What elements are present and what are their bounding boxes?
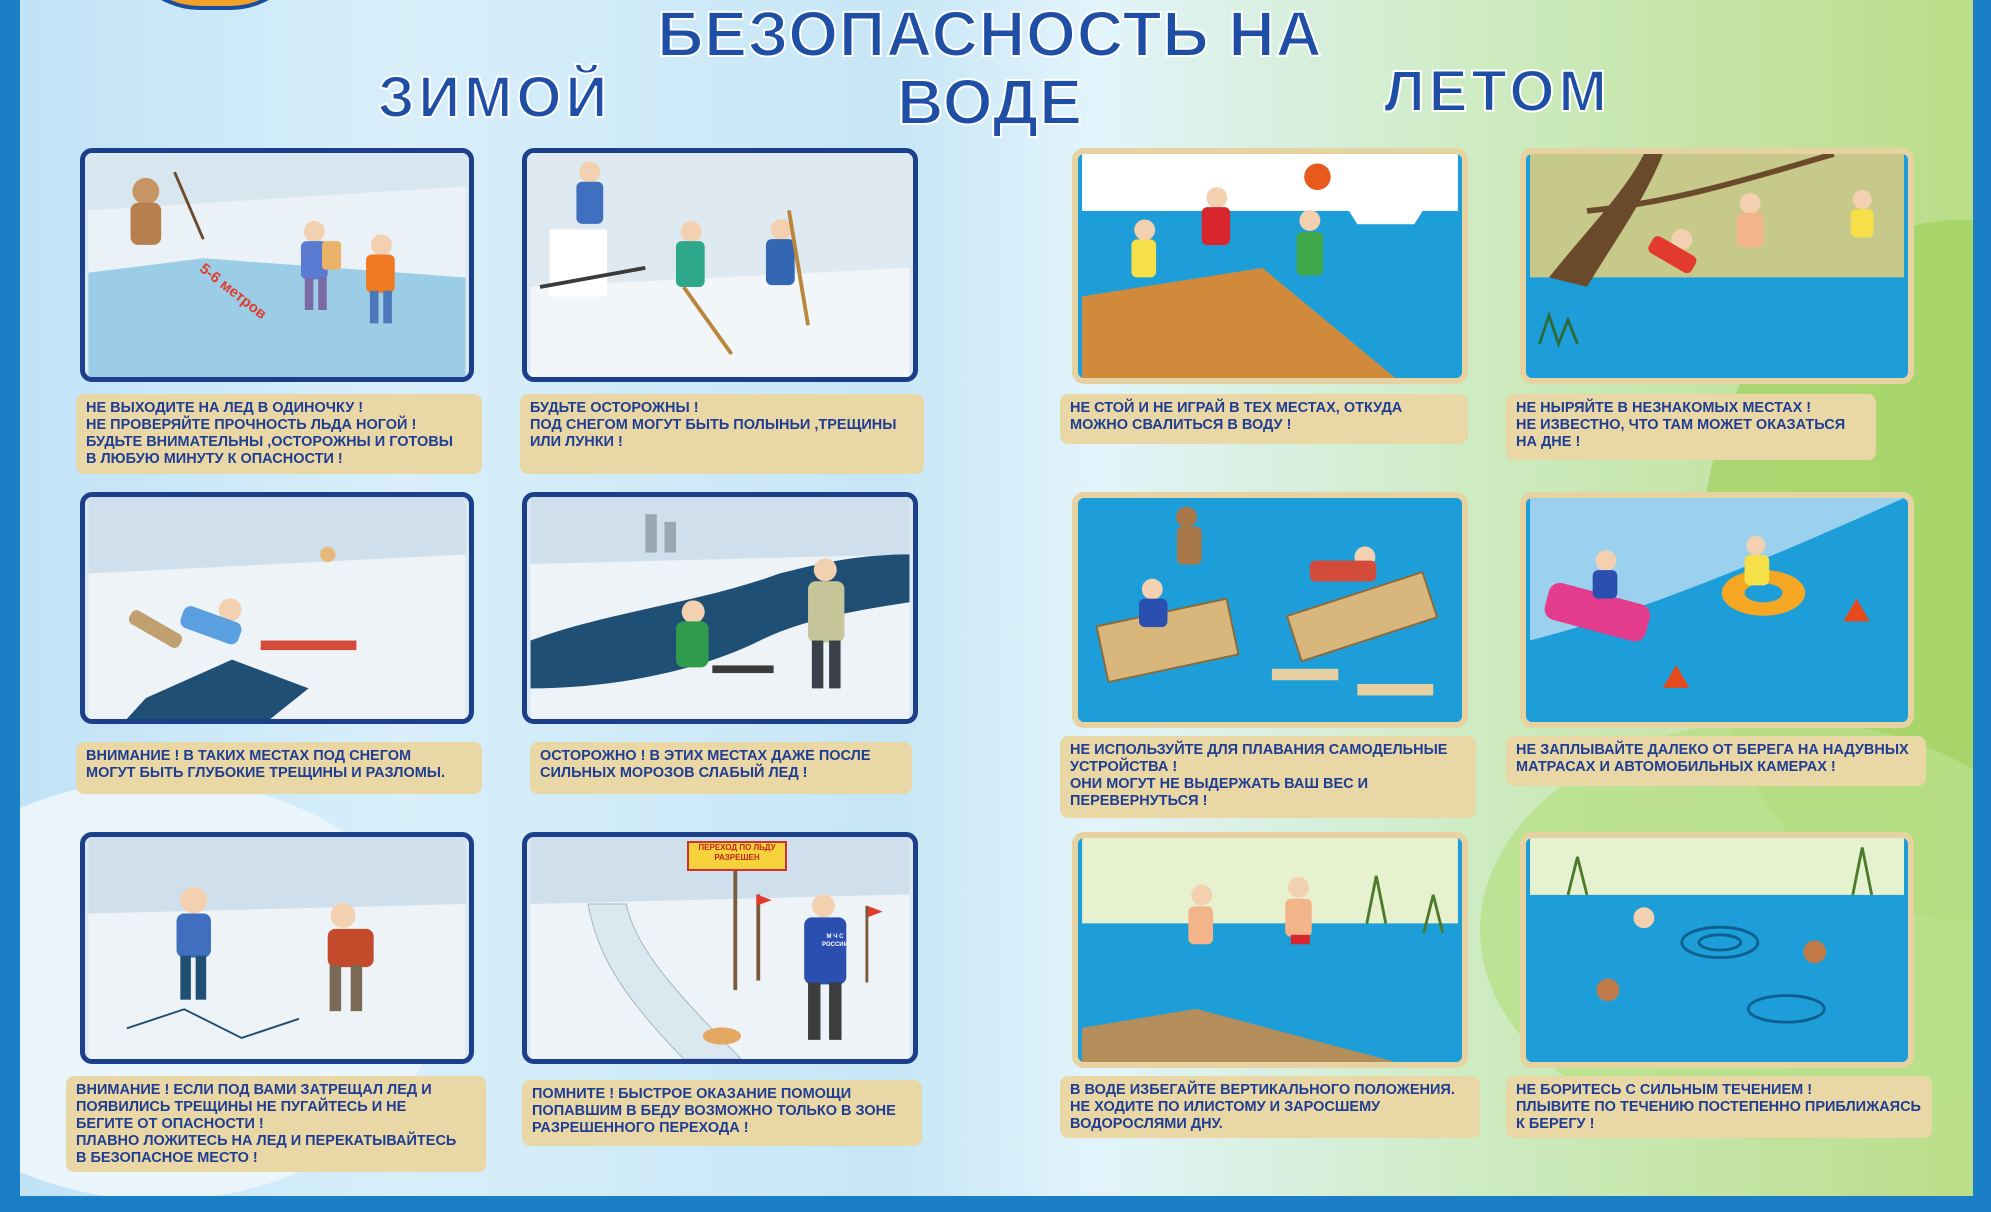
section-title-winter: ЗИМОЙ: [378, 65, 612, 130]
winter-caption-4: ОСТОРОЖНО ! В ЭТИХ МЕСТАХ ДАЖЕ ПОСЛЕ СИЛЬНЫХ МОРОЗОВ СЛАБЫЙ ЛЕД !: [530, 742, 912, 794]
distance-label: 5-6 метров: [196, 260, 270, 323]
winter-caption-3: ВНИМАНИЕ ! В ТАКИХ МЕСТАХ ПОД СНЕГОМ МОГУТ БЫТЬ ГЛУБОКИЕ ТРЕЩИНЫ И РАЗЛОМЫ.: [76, 742, 482, 794]
summer-caption-4: НЕ ЗАПЛЫВАЙТЕ ДАЛЕКО ОТ БЕРЕГА НА НАДУВНЫХ МАТРАСАХ И АВТОМОБИЛЬНЫХ КАМЕРАХ !: [1506, 736, 1926, 786]
ice-crossing-sign: ПЕРЕХОД ПО ЛЬДУ РАЗРЕШЕН: [687, 841, 787, 871]
mchs-badge: М Ч С РОССИИ: [822, 934, 848, 948]
summer-caption-6: НЕ БОРИТЕСЬ С СИЛЬНЫМ ТЕЧЕНИЕМ ! ПЛЫВИТЕ ПО ТЕЧЕНИЮ ПОСТЕПЕННО ПРИБЛИЖАЯСЬ К БЕРЕГУ !: [1506, 1076, 1932, 1138]
winter-caption-1: НЕ ВЫХОДИТЕ НА ЛЕД В ОДИНОЧКУ ! НЕ ПРОВЕРЯЙТЕ ПРОЧНОСТЬ ЛЬДА НОГОЙ ! БУДЬТЕ ВНИМАТЕЛЬНЫ ,ОСТОРОЖНЫ И ГОТОВЫ В ЛЮБУЮ МИНУТУ К ОПАСНОСТИ !: [76, 394, 482, 474]
winter-caption-5: ВНИМАНИЕ ! ЕСЛИ ПОД ВАМИ ЗАТРЕЩАЛ ЛЕД И ПОЯВИЛИСЬ ТРЕЩИНЫ НЕ ПУГАЙТЕСЬ И НЕ БЕГИТЕ ОТ ОПАСНОСТИ ! ПЛАВНО ЛОЖИТЕСЬ НА ЛЕД И ПЕРЕКАТЫВАЙТЕСЬ В БЕЗОПАСНОЕ МЕСТО !: [66, 1076, 486, 1172]
summer-caption-2: НЕ НЫРЯЙТЕ В НЕЗНАКОМЫХ МЕСТАХ ! НЕ ИЗВЕСТНО, ЧТО ТАМ МОЖЕТ ОКАЗАТЬСЯ НА ДНЕ !: [1506, 394, 1876, 460]
poster-title: БЕЗОПАСНОСТЬ НА ВОДЕ: [657, 0, 1323, 138]
winter-caption-6: ПОМНИТЕ ! БЫСТРОЕ ОКАЗАНИЕ ПОМОЩИ ПОПАВШИМ В БЕДУ ВОЗМОЖНО ТОЛЬКО В ЗОНЕ РАЗРЕШЕННОГО ПЕРЕХОДА !: [522, 1080, 922, 1146]
section-title-summer: ЛЕТОМ: [1384, 59, 1611, 124]
summer-caption-3: НЕ ИСПОЛЬЗУЙТЕ ДЛЯ ПЛАВАНИЯ САМОДЕЛЬНЫЕ УСТРОЙСТВА ! ОНИ МОГУТ НЕ ВЫДЕРЖАТЬ ВАШ ВЕС И ПЕРЕВЕРНУТЬСЯ !: [1060, 736, 1476, 818]
summer-caption-5: В ВОДЕ ИЗБЕГАЙТЕ ВЕРТИКАЛЬНОГО ПОЛОЖЕНИЯ. НЕ ХОДИТЕ ПО ИЛИСТОМУ И ЗАРОСШЕМУ ВОДОРОСЛЯМИ ДНУ.: [1060, 1076, 1480, 1138]
summer-caption-1: НЕ СТОЙ И НЕ ИГРАЙ В ТЕХ МЕСТАХ, ОТКУДА МОЖНО СВАЛИТЬСЯ В ВОДУ !: [1060, 394, 1468, 444]
winter-caption-2: БУДЬТЕ ОСТОРОЖНЫ ! ПОД СНЕГОМ МОГУТ БЫТЬ ПОЛЫНЬИ ,ТРЕЩИНЫ ИЛИ ЛУНКИ !: [520, 394, 924, 474]
